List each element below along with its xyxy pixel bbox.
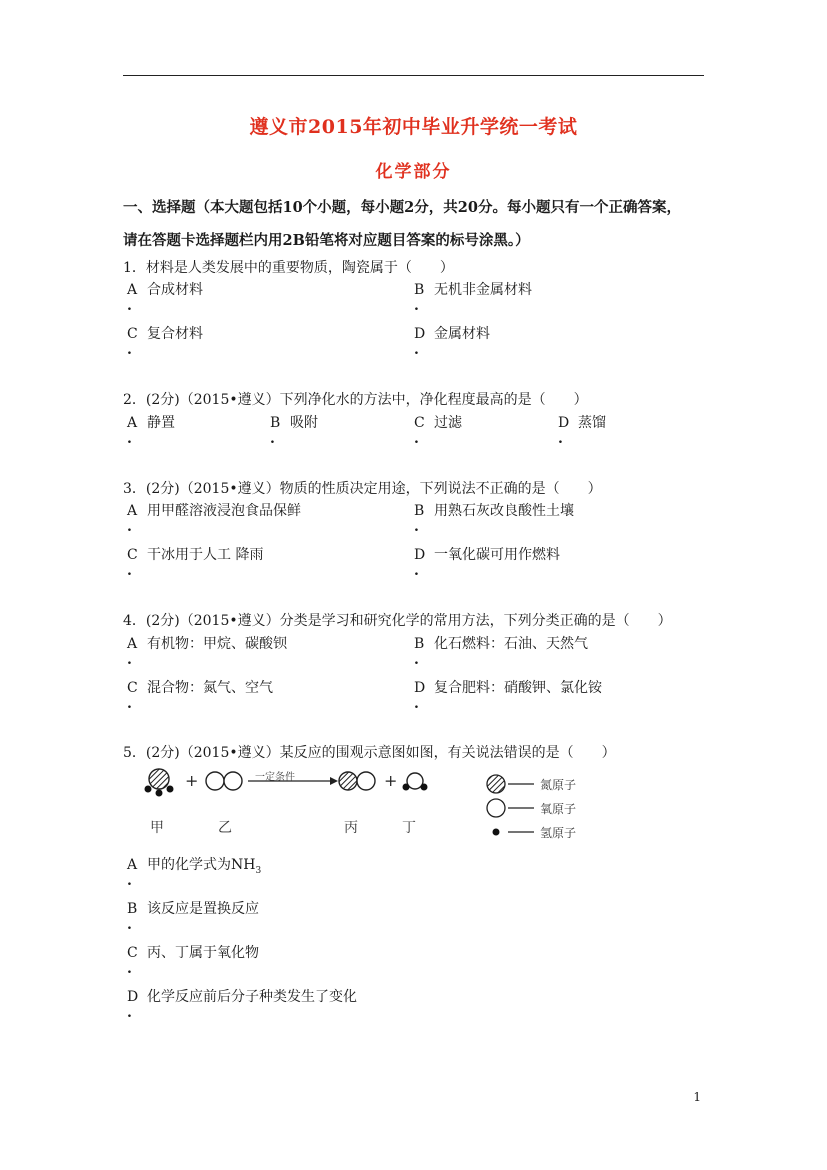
question-2-option-b: B 吸附 xyxy=(270,415,318,431)
molecule-jia xyxy=(145,769,174,797)
option-dot: . xyxy=(127,342,132,358)
question-3-stem: 3．(2分)（2015•遵义）物质的性质决定用途，下列说法不正确的是（ ） xyxy=(123,481,602,497)
label-yi: 乙 xyxy=(218,820,232,836)
question-4-stem: 4．(2分)（2015•遵义）分类是学习和研究化学的常用方法，下列分类正确的是（ ） xyxy=(123,613,672,629)
question-3-option-d: D 一氧化碳可用作燃料 xyxy=(414,547,560,563)
option-dot: . xyxy=(127,652,132,668)
question-3-option-c: C 干冰用于人工 降雨 xyxy=(127,547,264,563)
legend-symbols xyxy=(484,772,544,842)
question-4-option-b: B 化石燃料：石油、天然气 xyxy=(414,636,588,652)
option-dot: . xyxy=(414,696,419,712)
option-dot: . xyxy=(414,519,419,535)
option-dot: . xyxy=(127,917,132,933)
molecule-yi xyxy=(206,772,242,790)
question-2-option-a: A 静置 xyxy=(127,415,175,431)
question-2-option-d: D 蒸馏 xyxy=(558,415,606,431)
question-3-option-b: B 用熟石灰改良酸性土壤 xyxy=(414,503,574,519)
question-2-option-c: C 过滤 xyxy=(414,415,462,431)
header-rule xyxy=(123,75,704,76)
legend-oxygen: 氧原子 xyxy=(540,802,577,816)
question-5-option-c: C 丙、丁属于氧化物 xyxy=(127,945,259,961)
plus-sign: + xyxy=(185,771,199,790)
option-dot: . xyxy=(127,431,132,447)
plus-sign: + xyxy=(384,771,398,790)
question-1-option-d: D 金属材料 xyxy=(414,326,490,342)
label-bing: 丙 xyxy=(344,820,358,836)
question-5-option-b: B 该反应是置换反应 xyxy=(127,901,259,917)
question-1-option-c: C 复合材料 xyxy=(127,326,203,342)
option-dot: . xyxy=(414,342,419,358)
question-1-option-b: B 无机非金属材料 xyxy=(414,282,532,298)
arrow-condition-text: 一定条件 xyxy=(255,772,295,783)
question-2-stem: 2．(2分)（2015•遵义）下列净化水的方法中，净化程度最高的是（ ） xyxy=(123,392,588,408)
label-jia: 甲 xyxy=(150,820,164,836)
option-dot: . xyxy=(127,696,132,712)
label-ding: 丁 xyxy=(402,820,416,836)
option-dot: . xyxy=(414,652,419,668)
question-1-stem: 1．材料是人类发展中的重要物质，陶瓷属于（ ） xyxy=(123,260,454,276)
option-dot: . xyxy=(127,298,132,314)
option-dot: . xyxy=(270,431,275,447)
molecule-ding xyxy=(403,773,428,791)
question-5-option-a: A 甲的化学式为$NH_3$ xyxy=(127,857,262,876)
reaction-diagram xyxy=(140,765,470,837)
page-title: 遵义市2015年初中毕业升学统一考试 xyxy=(249,116,578,138)
option-dot: . xyxy=(127,563,132,579)
molecule-bing xyxy=(339,772,375,790)
legend-hydrogen: 氢原子 xyxy=(540,826,577,840)
question-4-option-d: D 复合肥料：硝酸钾、氯化铵 xyxy=(414,680,602,696)
option-dot: . xyxy=(127,873,132,889)
option-dot: . xyxy=(414,431,419,447)
page-number: 1 xyxy=(693,1090,701,1104)
page-subtitle: 化学部分 xyxy=(375,162,452,182)
option-dot: . xyxy=(127,519,132,535)
question-1-option-a: A 合成材料 xyxy=(127,282,203,298)
option-dot: . xyxy=(558,431,563,447)
section-instructions-line1: 一、选择题（本大题包括10个小题，每小题2分，共20分。每小题只有一个正确答案， xyxy=(123,199,681,216)
question-5-option-d: D 化学反应前后分子种类发生了变化 xyxy=(127,989,357,1005)
option-dot: . xyxy=(414,298,419,314)
section-instructions-line2: 请在答题卡选择题栏内用2B铅笔将对应题目答案的标号涂黑。） xyxy=(123,232,530,249)
option-dot: . xyxy=(414,563,419,579)
legend-nitrogen: 氮原子 xyxy=(540,778,577,792)
question-3-option-a: A 用甲醛溶液浸泡食品保鲜 xyxy=(127,503,301,519)
option-dot: . xyxy=(127,1005,132,1021)
question-4-option-a: A 有机物：甲烷、碳酸钡 xyxy=(127,636,287,652)
question-4-option-c: C 混合物：氮气、空气 xyxy=(127,680,273,696)
option-dot: . xyxy=(127,961,132,977)
question-5-stem: 5．(2分)（2015•遵义）某反应的围观示意图如图，有关说法错误的是（ ） xyxy=(123,745,616,761)
